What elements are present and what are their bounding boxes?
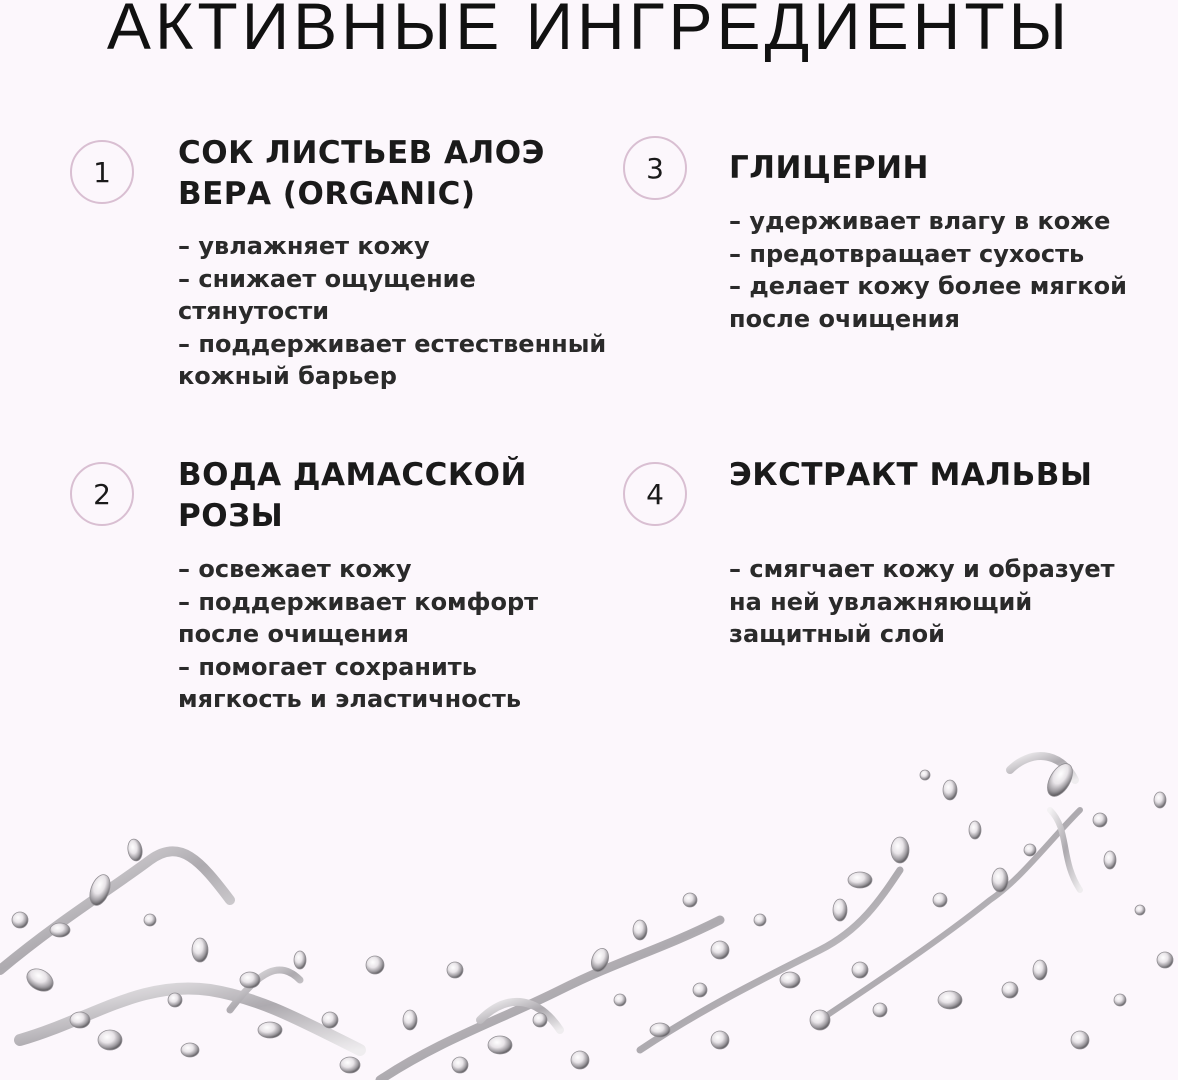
ingredient-benefits bbox=[729, 205, 1169, 335]
benefit-item: – помогает сохранить мягкость и эластичность bbox=[178, 652, 521, 714]
water-droplet bbox=[1104, 851, 1116, 869]
water-droplet bbox=[848, 872, 872, 888]
water-droplet bbox=[144, 914, 156, 926]
ingredient-benefits bbox=[178, 230, 628, 393]
water-droplet bbox=[920, 770, 930, 780]
water-droplet bbox=[852, 962, 868, 978]
benefit-item: – удерживает влагу в коже bbox=[729, 207, 1111, 235]
water-droplet bbox=[366, 956, 384, 974]
water-droplet bbox=[938, 991, 962, 1009]
water-droplet bbox=[322, 1012, 338, 1028]
water-droplet bbox=[168, 993, 182, 1007]
water-droplet bbox=[1002, 982, 1018, 998]
water-droplet bbox=[943, 780, 957, 800]
water-droplet bbox=[340, 1057, 360, 1073]
water-droplet bbox=[693, 983, 707, 997]
ingredient-benefits bbox=[729, 553, 1149, 651]
water-droplet bbox=[1157, 952, 1173, 968]
water-droplet bbox=[683, 893, 697, 907]
number-badge: 4 bbox=[623, 462, 687, 526]
benefit-item: – поддерживает комфорт после очищения bbox=[178, 587, 539, 649]
water-droplet bbox=[1093, 813, 1107, 827]
water-splash-image bbox=[0, 720, 1178, 1080]
water-droplet bbox=[98, 1030, 122, 1050]
water-droplet bbox=[70, 1012, 90, 1028]
water-droplet bbox=[533, 1013, 547, 1027]
benefit-item: – снижает ощущение стянутости bbox=[178, 264, 476, 326]
ingredient-name: СОК ЛИСТЬЕВ АЛОЭ ВЕРА (ORGANIC) bbox=[178, 135, 545, 212]
number-badge: 1 bbox=[70, 140, 134, 204]
water-droplet bbox=[1135, 905, 1145, 915]
water-droplet bbox=[969, 821, 981, 839]
water-droplet bbox=[891, 837, 909, 863]
benefit-item: – увлажняет кожу bbox=[178, 232, 430, 260]
water-droplet bbox=[780, 972, 800, 988]
water-droplet bbox=[12, 912, 28, 928]
water-droplet bbox=[403, 1010, 417, 1030]
water-droplet bbox=[833, 899, 847, 921]
ingredient-name: ЭКСТРАКТ МАЛЬВЫ bbox=[729, 457, 1093, 493]
water-streak bbox=[380, 920, 720, 1080]
water-droplet bbox=[23, 964, 57, 995]
water-droplet bbox=[50, 923, 70, 937]
water-droplet bbox=[1024, 844, 1036, 856]
water-droplet bbox=[1154, 792, 1166, 808]
water-droplet bbox=[754, 914, 766, 926]
number-badge: 3 bbox=[623, 136, 687, 200]
water-droplet bbox=[488, 1036, 512, 1054]
benefit-item: – поддерживает естественный кожный барьер bbox=[178, 329, 607, 391]
water-droplet bbox=[447, 962, 463, 978]
number-badge: 2 bbox=[70, 462, 134, 526]
ingredient-benefits bbox=[178, 553, 598, 716]
water-streak bbox=[640, 870, 900, 1050]
water-droplet bbox=[571, 1051, 589, 1069]
water-droplet bbox=[633, 920, 647, 940]
water-droplet bbox=[650, 1023, 670, 1037]
water-droplet bbox=[192, 938, 208, 962]
water-droplet bbox=[452, 1057, 468, 1073]
page-title: АКТИВНЫЕ ИНГРЕДИЕНТЫ bbox=[106, 0, 1072, 63]
ingredient-name: ГЛИЦЕРИН bbox=[729, 150, 929, 186]
water-droplet bbox=[810, 1010, 830, 1030]
water-droplet bbox=[294, 951, 306, 969]
benefit-item: – делает кожу более мягкой после очищения bbox=[729, 272, 1127, 333]
water-droplet bbox=[711, 941, 729, 959]
water-droplet bbox=[258, 1022, 282, 1038]
ingredient-name: ВОДА ДАМАССКОЙ РОЗЫ bbox=[178, 457, 527, 534]
water-droplet bbox=[992, 868, 1008, 892]
benefit-item: – предотвращает сухость bbox=[729, 239, 1085, 268]
water-droplet bbox=[1114, 994, 1126, 1006]
water-droplet bbox=[873, 1003, 887, 1017]
benefit-item: – смягчает кожу и образует на ней увлажняющий защитный слой bbox=[729, 555, 1115, 649]
water-droplet bbox=[1033, 960, 1047, 980]
water-streak bbox=[820, 810, 1080, 1020]
benefit-item: – освежает кожу bbox=[178, 555, 412, 583]
water-droplet bbox=[614, 994, 626, 1006]
water-droplet bbox=[126, 838, 144, 862]
water-droplet bbox=[711, 1031, 729, 1049]
water-droplet bbox=[1071, 1031, 1089, 1049]
water-droplet bbox=[933, 893, 947, 907]
water-droplet bbox=[181, 1043, 199, 1057]
water-droplet bbox=[240, 972, 260, 988]
